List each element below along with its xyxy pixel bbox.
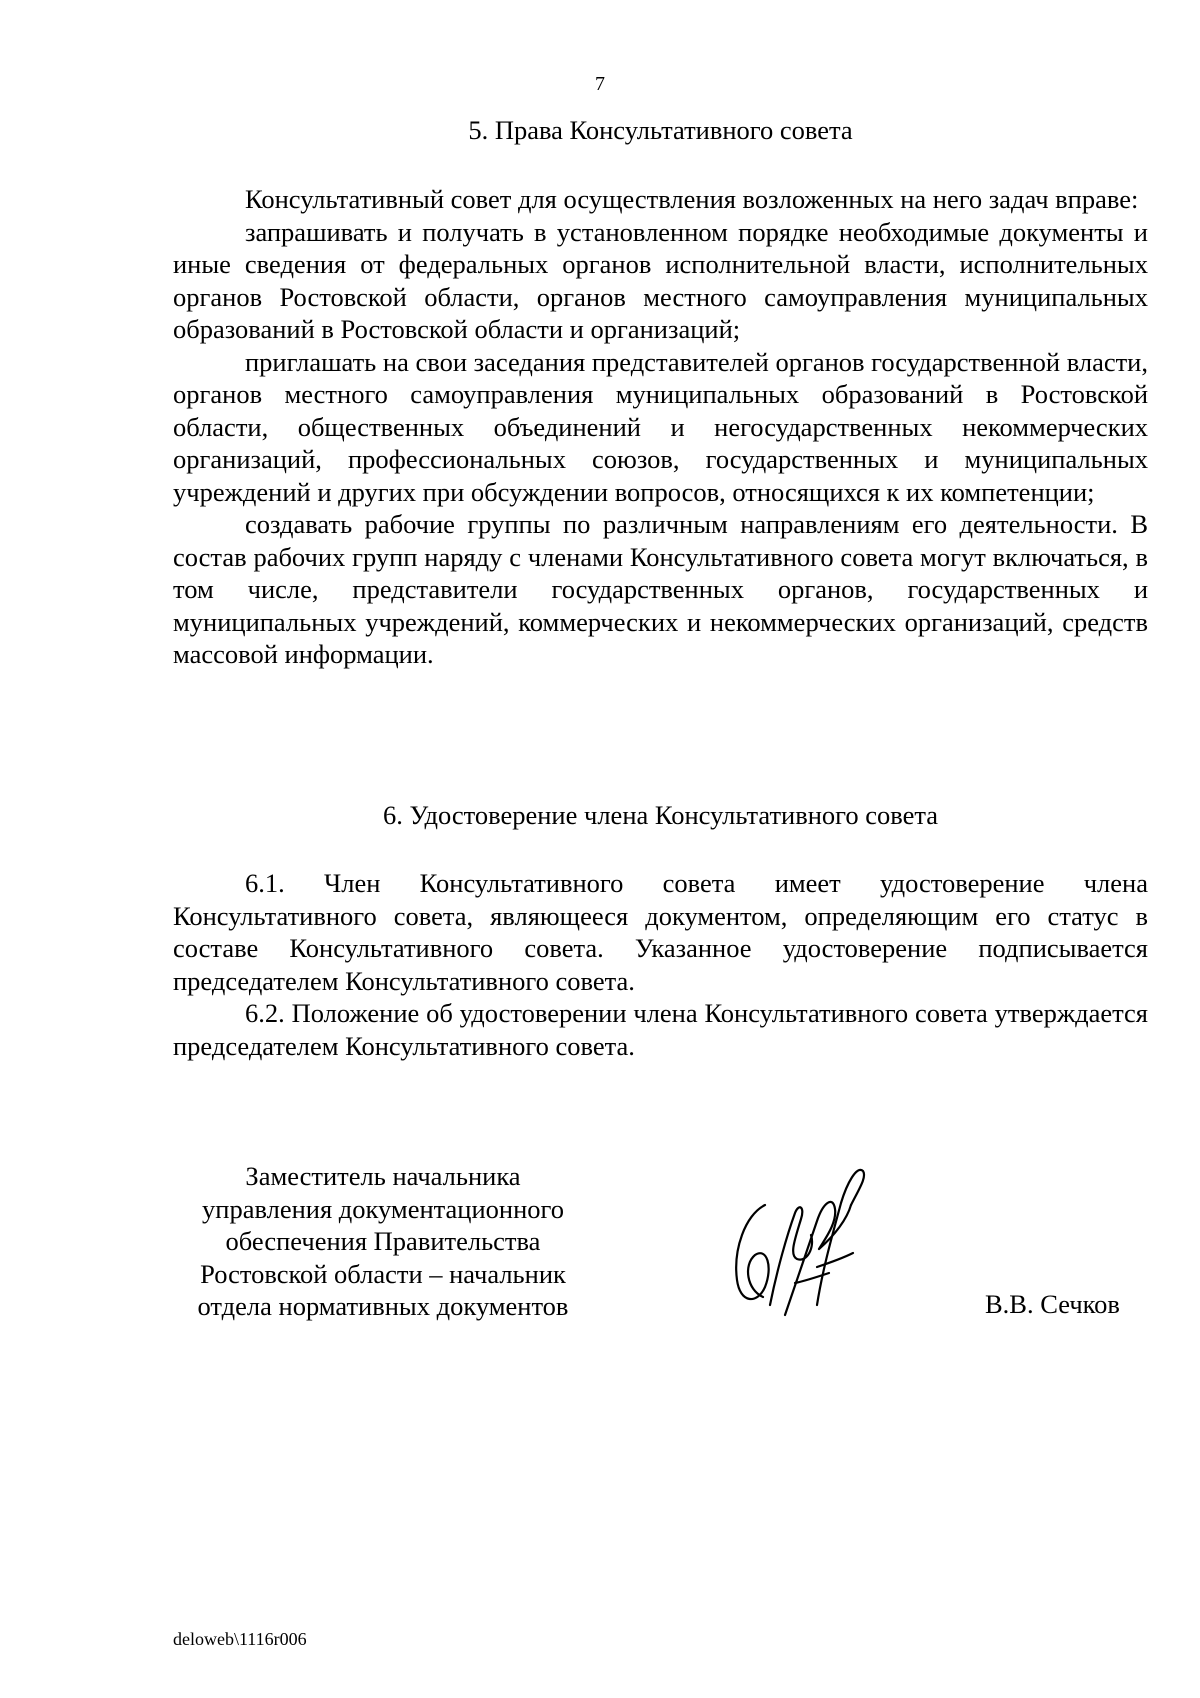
footer-document-code: deloweb\1116r006 bbox=[173, 1629, 307, 1649]
list-item: создавать рабочие группы по различным направлениям его деятельности. В состав рабочих групп наряду с членами Консультативного совета могут включаться, в том числе, представители государственных органов, государственных и муниципальных учреждений, коммерческих и некоммерческих организаций, средств массовой информации. bbox=[173, 509, 1148, 669]
section-intro: Консультативный совет для осуществления возложенных на него задач вправе: bbox=[245, 184, 1139, 214]
list-item: 6.2. Положение об удостоверении члена Консультативного совета утверждается председателем Консультативного совета. bbox=[173, 998, 1148, 1061]
signatory-position-line: обеспечения Правительства bbox=[225, 1226, 541, 1256]
signatory-position-line: Заместитель начальника bbox=[245, 1161, 521, 1191]
section-heading-5: 5. Права Консультативного совета bbox=[468, 115, 853, 145]
signatory-position-line: управления документационного bbox=[202, 1193, 564, 1224]
handwritten-signature bbox=[725, 1155, 875, 1325]
list-item: 6.1. Член Консультативного совета имеет удостоверение члена Консультативного совета, являющееся документом, определяющим его статус в составе Консультативного совета. Указанное удостоверение подписывается председателем Консультативного совета. bbox=[173, 868, 1148, 996]
signatory-name: В.В. Сечков bbox=[985, 1289, 1120, 1319]
signatory-position bbox=[173, 1160, 593, 1323]
page-number: 7 bbox=[595, 73, 605, 95]
list-item: запрашивать и получать в установленном порядке необходимые документы и иные сведения от федеральных органов исполнительной власти, исполнительных органов Ростовской области, органов местного самоуправления муниципальных образований в Ростовской области и организаций; bbox=[173, 216, 1148, 344]
section-body-5 bbox=[173, 183, 1148, 671]
signatory-position-line: Ростовской области – начальник bbox=[200, 1258, 566, 1289]
signatory-position-line: отдела нормативных документов bbox=[197, 1291, 569, 1321]
list-item: приглашать на свои заседания представителей органов государственной власти, органов местного самоуправления муниципальных образований в Ростовской области, общественных объединений и негосударственных некоммерческих организаций, профессиональных союзов, государственных и муниципальных учреждений и других при обсуждении вопросов, относящихся к их компетенции; bbox=[173, 346, 1148, 507]
section-heading-6: 6. Удостоверение члена Консультативного совета bbox=[382, 800, 939, 830]
section-body-6 bbox=[173, 867, 1148, 1062]
